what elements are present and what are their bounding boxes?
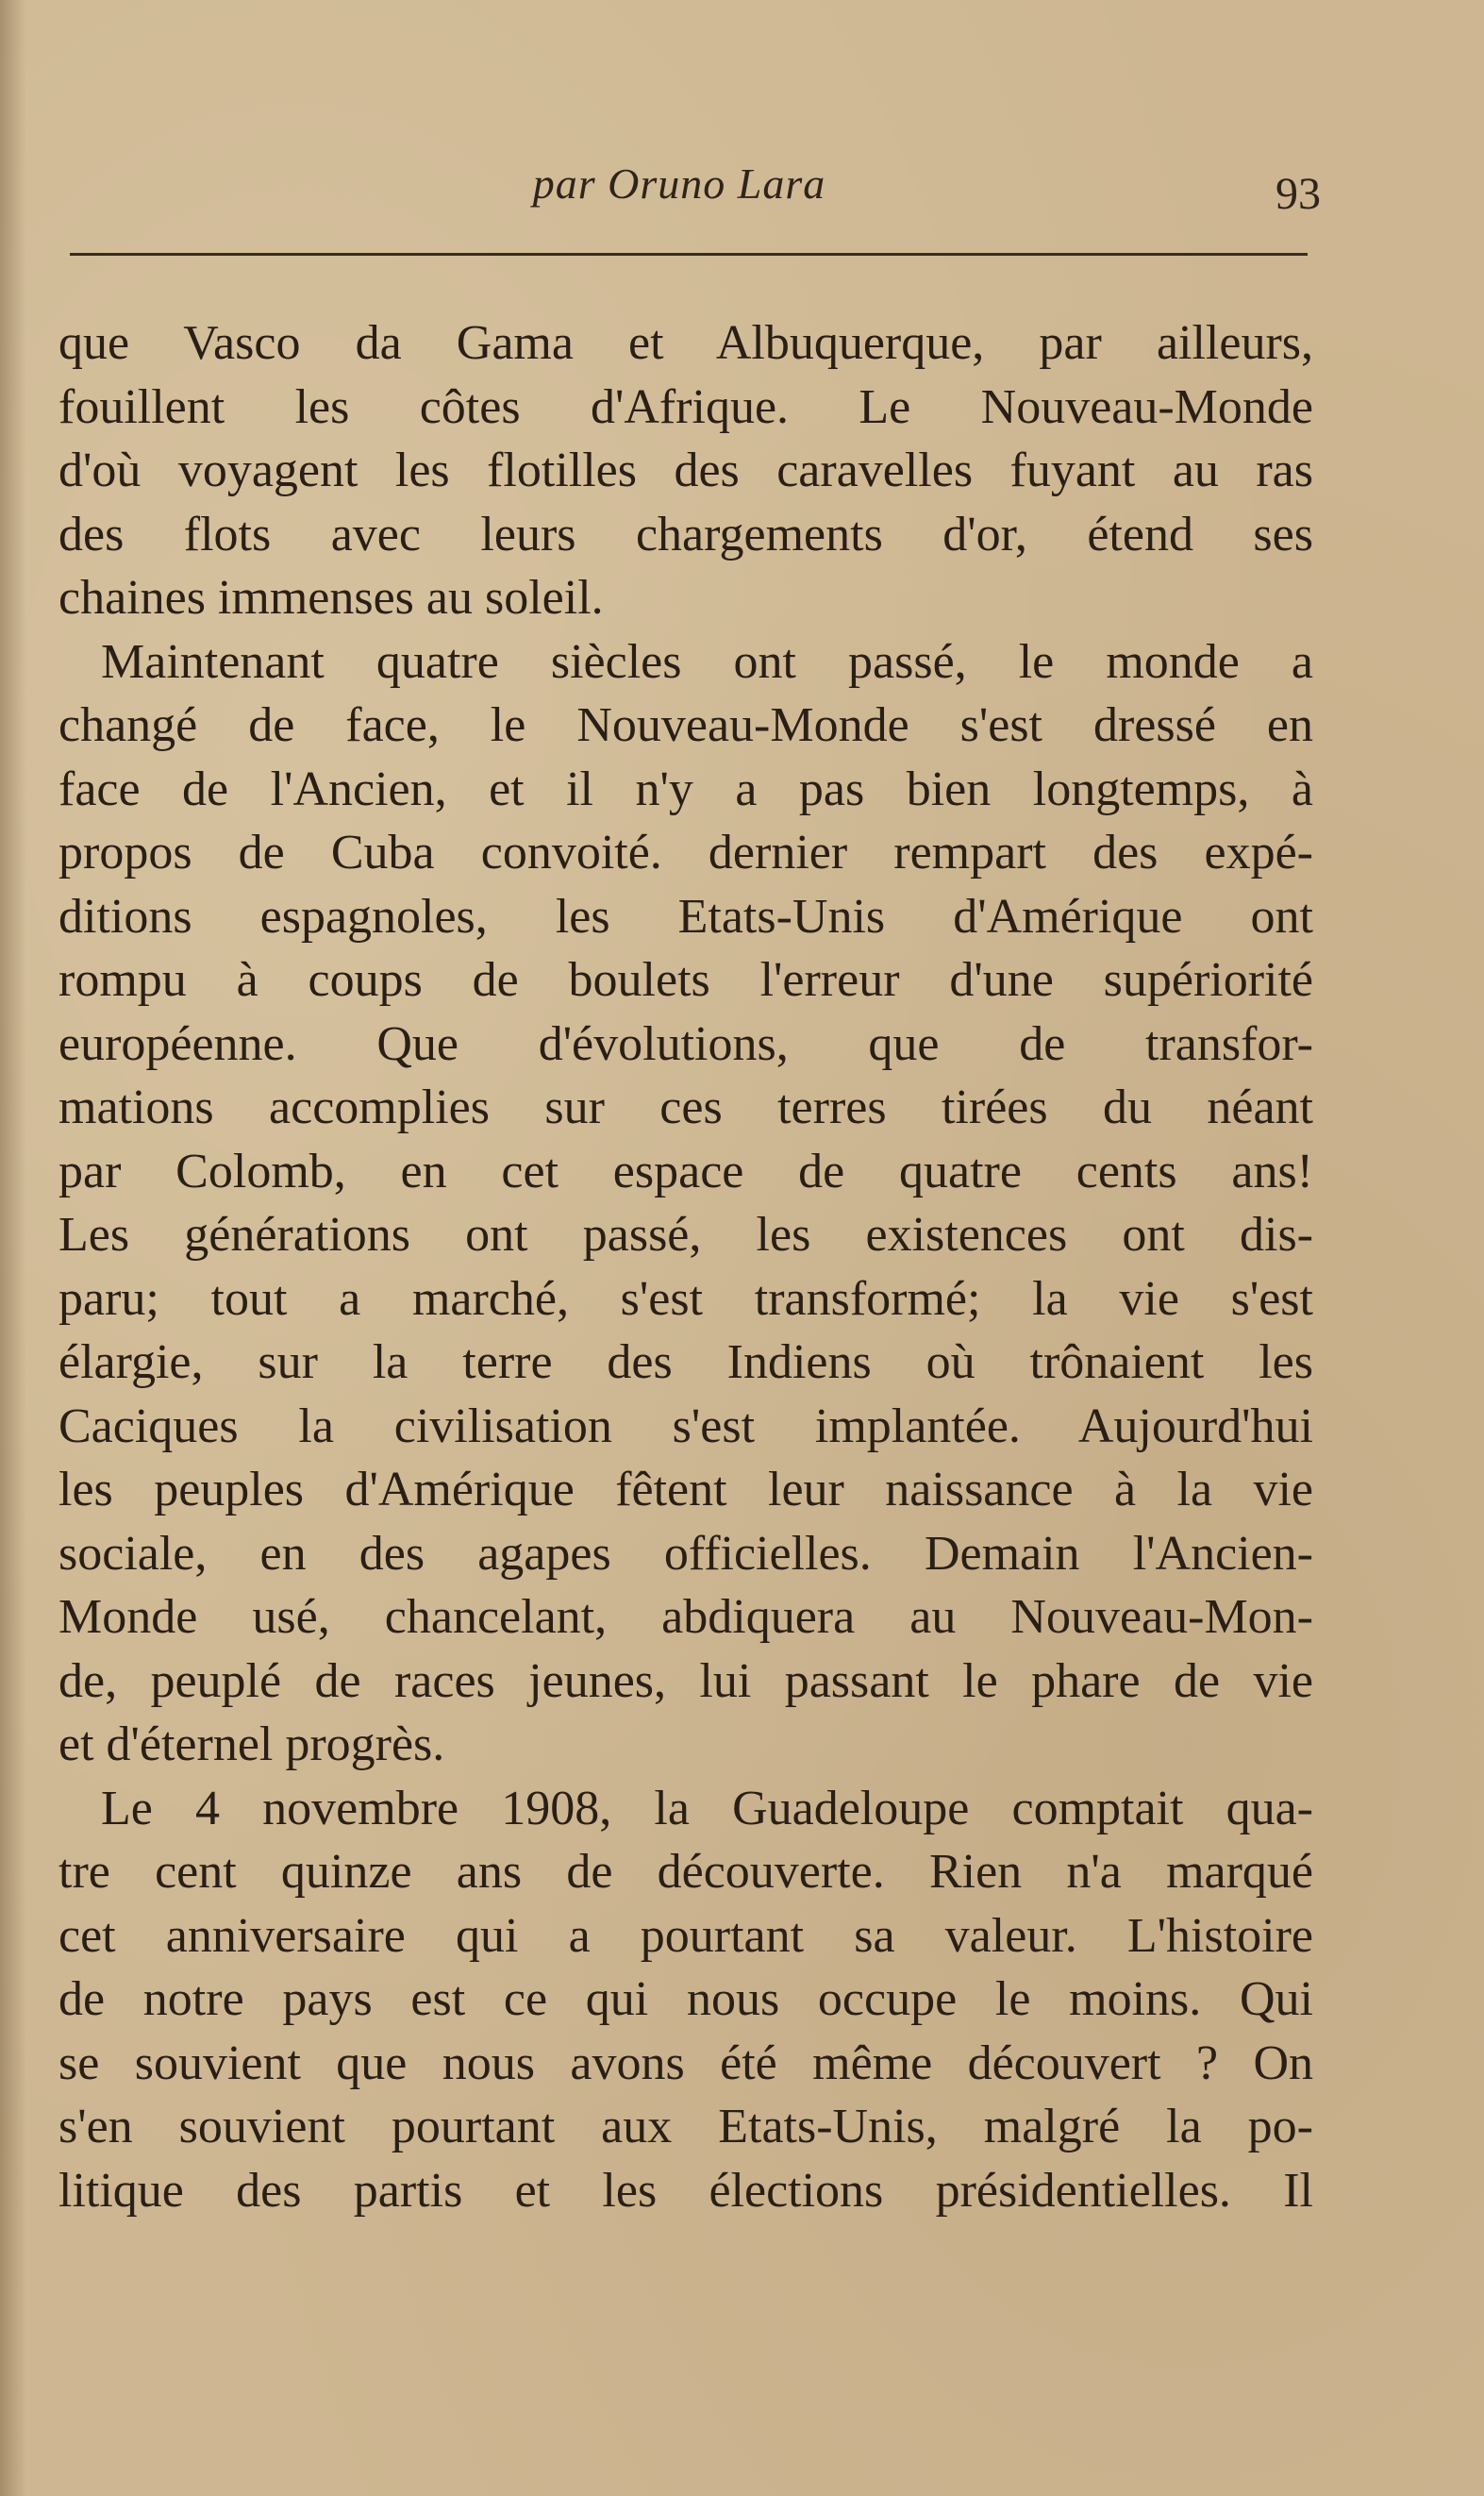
text-line: rompu à coups de boulets l'erreur d'une supériorité [58, 953, 1313, 1007]
text-line: des flots avec leurs chargements d'or, étend ses [58, 507, 1313, 561]
text-line: litique des partis et les élections présidentielles. Il [58, 2163, 1313, 2218]
text-line: européenne. Que d'évolutions, que de transfor- [58, 1016, 1313, 1071]
text-line: Le 4 novembre 1908, la Guadeloupe comptait qua- [101, 1781, 1313, 1835]
text-line: élargie, sur la terre des Indiens où trônaient les [58, 1335, 1313, 1389]
text-line: Caciques la civilisation s'est implantée. Aujourd'hui [58, 1399, 1313, 1453]
text-line: fouillent les côtes d'Afrique. Le Nouveau-Monde [58, 379, 1313, 434]
text-line: les peuples d'Amérique fêtent leur naissance à la vie [58, 1463, 1313, 1516]
running-title: par Oruno Lara [532, 159, 826, 208]
text-line: chaines immenses au soleil. [58, 571, 604, 625]
text-line: changé de face, le Nouveau-Monde s'est dressé en [58, 698, 1313, 752]
text-line: de, peuplé de races jeunes, lui passant le phare de vie [58, 1653, 1313, 1708]
text-line: que Vasco da Gama et Albuquerque, par ailleurs, [58, 316, 1313, 370]
body-text [58, 311, 1313, 2222]
text-line: cet anniversaire qui a pourtant sa valeur. L'histoire [58, 1908, 1313, 1963]
text-line: ditions espagnoles, les Etats-Unis d'Amérique ont [58, 889, 1313, 944]
text-line: par Colomb, en cet espace de quatre cents ans! [58, 1144, 1313, 1198]
page-number: 93 [1276, 169, 1321, 219]
text-line: face de l'Ancien, et il n'y a pas bien longtemps, à [58, 762, 1313, 816]
text-line: Les générations ont passé, les existences ont dis- [58, 1208, 1313, 1262]
text-line: s'en souvient pourtant aux Etats-Unis, malgré la po- [58, 2100, 1313, 2153]
text-line: d'où voyagent les flotilles des caravelles fuyant au ras [58, 444, 1313, 497]
text-line: et d'éternel progrès. [58, 1717, 445, 1771]
text-line: Maintenant quatre siècles ont passé, le monde a [101, 634, 1313, 689]
text-line: mations accomplies sur ces terres tirées du néant [58, 1080, 1313, 1134]
text-line: Monde usé, chancelant, abdiquera au Nouveau-Mon- [58, 1590, 1313, 1644]
text-line: sociale, en des agapes officielles. Demain l'Ancien- [58, 1526, 1313, 1581]
page-edge-shadow [0, 0, 26, 2496]
text-line: paru; tout a marché, s'est transformé; la vie s'est [58, 1271, 1313, 1326]
text-line: se souvient que nous avons été même découvert ? On [58, 2035, 1313, 2090]
text-line: tre cent quinze ans de découverte. Rien n'a marqué [58, 1845, 1313, 1899]
header-rule [70, 253, 1308, 256]
text-line: propos de Cuba convoité. dernier rempart des expé- [58, 826, 1313, 879]
text-line: de notre pays est ce qui nous occupe le moins. Qui [58, 1972, 1313, 2026]
